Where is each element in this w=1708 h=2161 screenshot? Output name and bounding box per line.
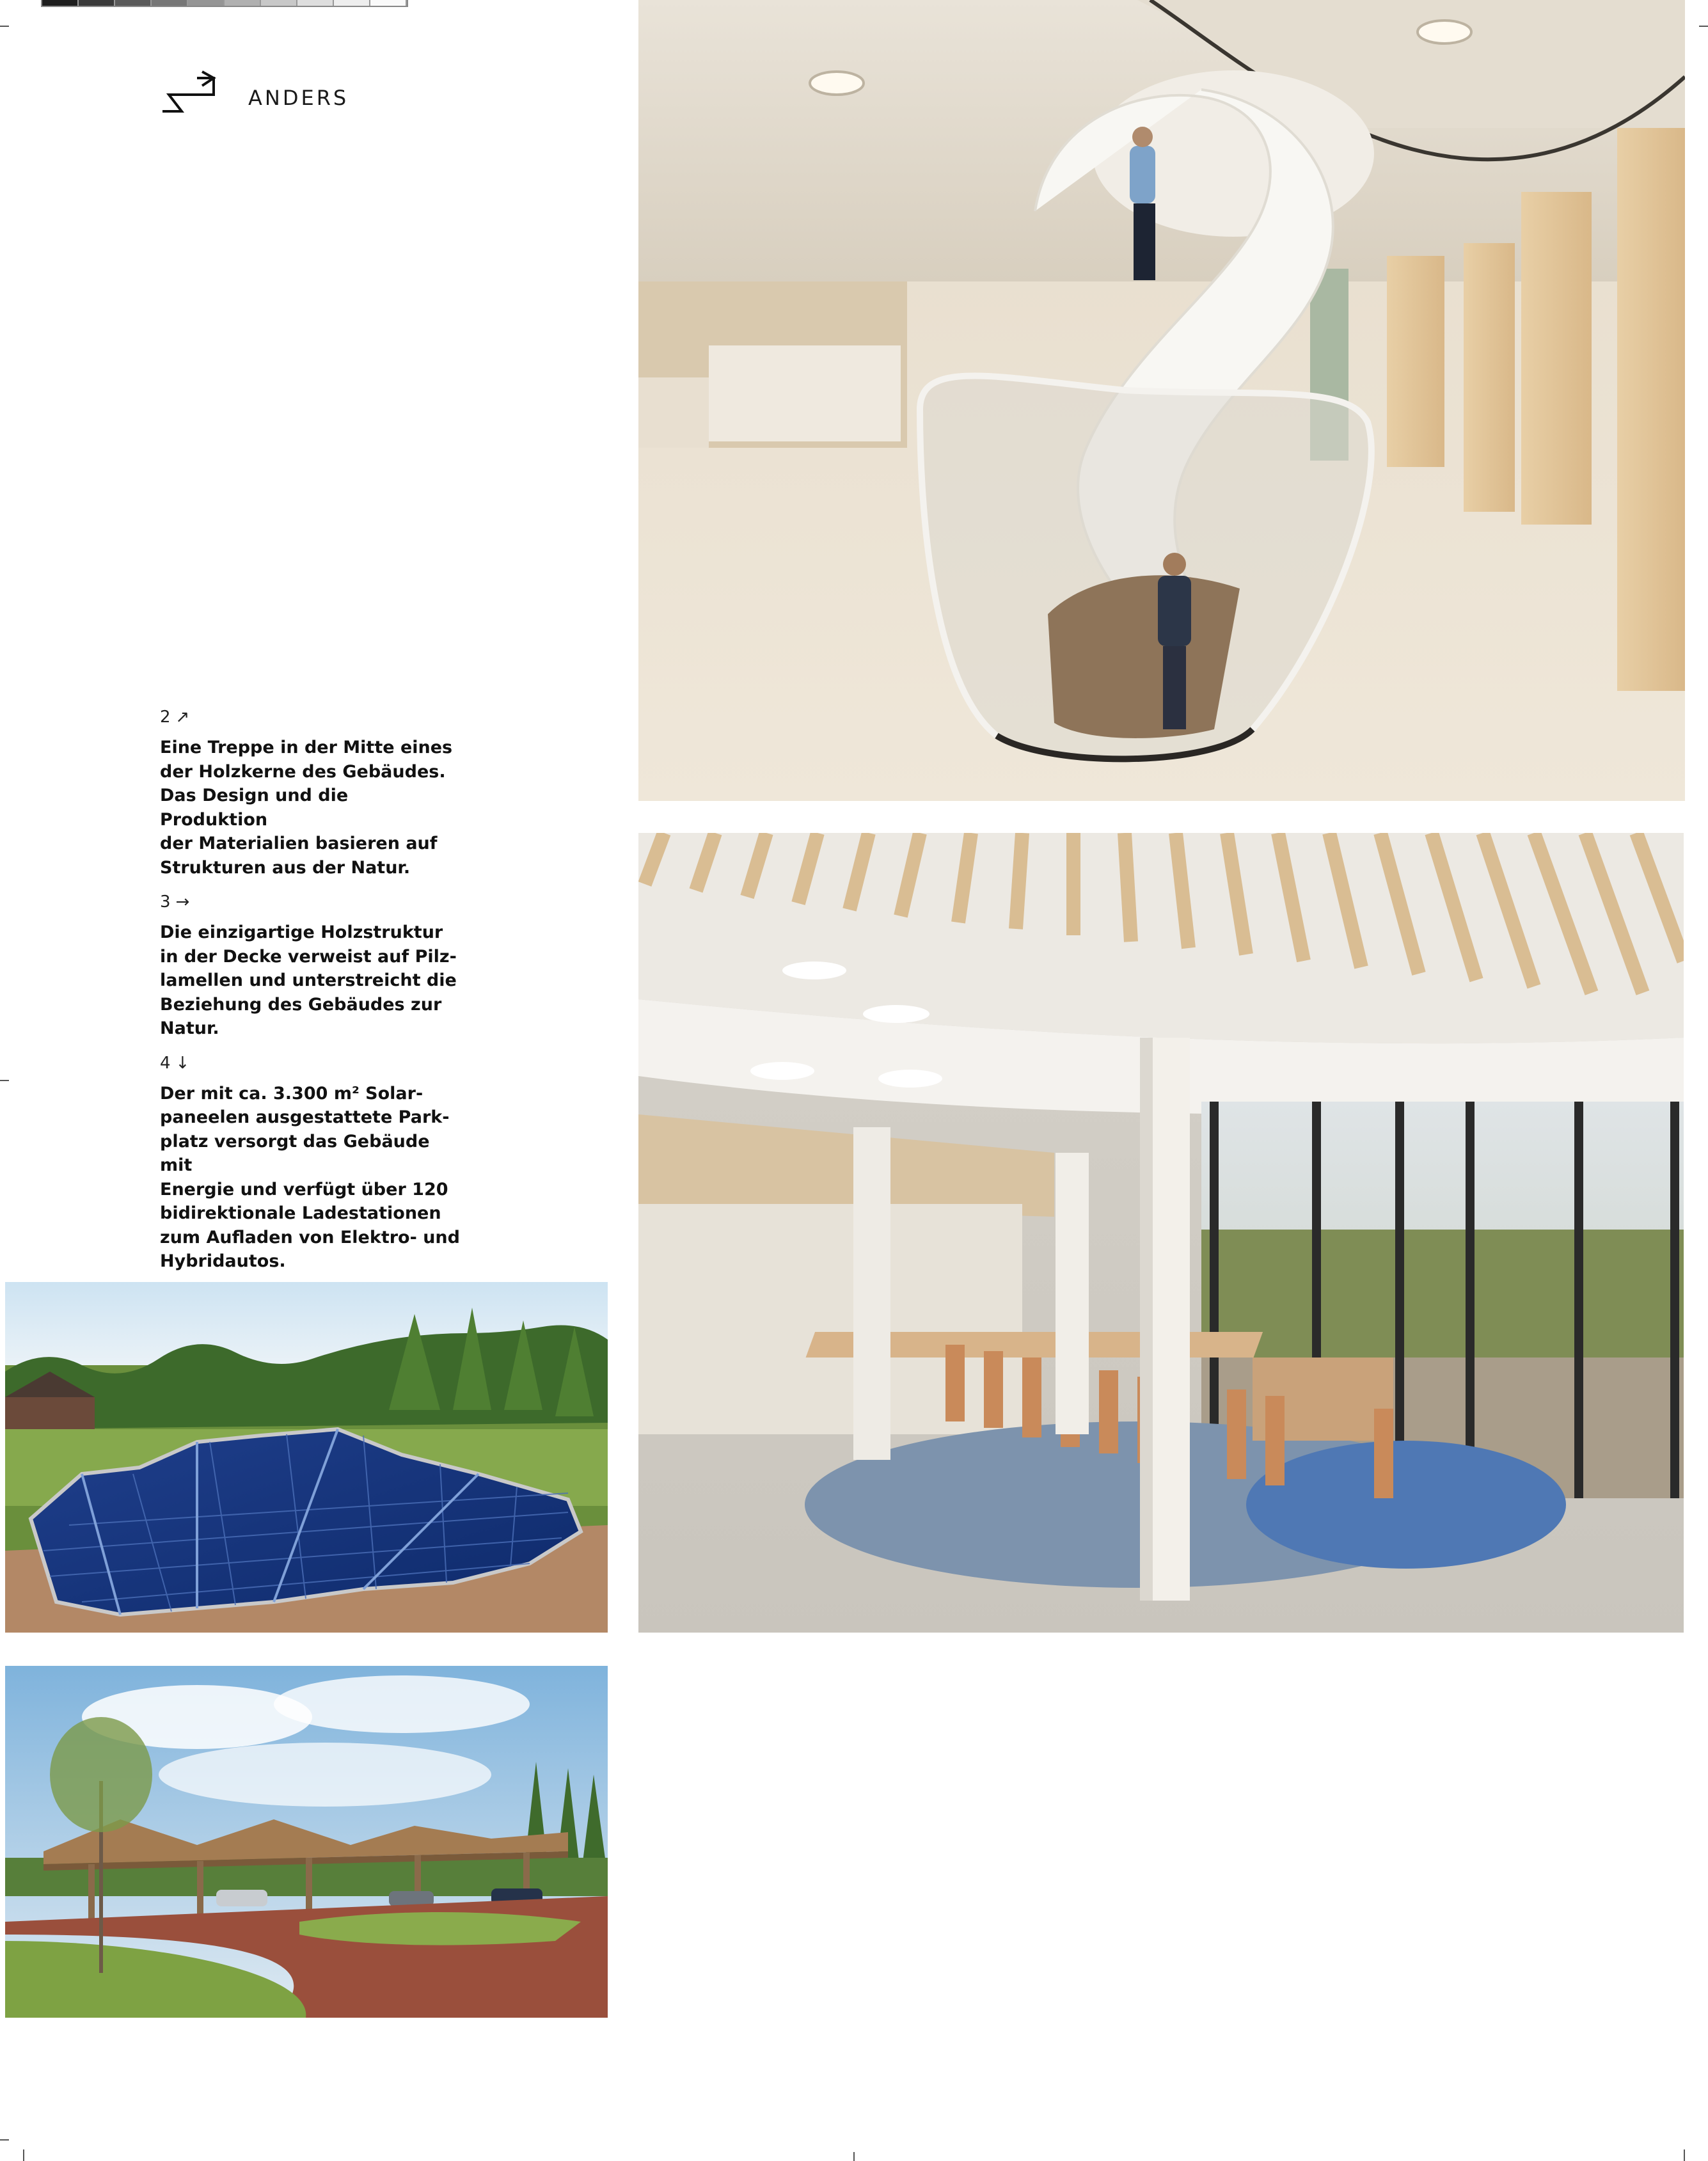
print-color-bar-left	[41, 0, 408, 7]
caption-text: Eine Treppe in der Mitte eines der Holzkerne des Gebäudes. Das Design und die Produktion der Materialien basieren auf Strukturen aus der Natur.	[160, 738, 453, 878]
caption-number-value: 2	[160, 708, 171, 727]
caption-number	[160, 1054, 461, 1073]
zigzag-arrow-icon	[160, 69, 219, 115]
section-label: ANDERS	[248, 86, 349, 110]
crop-mark	[0, 2139, 9, 2141]
caption-text: Die einzigartige Holzstruktur in der Decke verweist auf Pilz- lamellen und unterstreicht die Beziehung des Gebäudes zur Natur.	[160, 922, 457, 1038]
caption-number	[160, 708, 461, 727]
caption-number-value: 3	[160, 892, 171, 912]
arrow-up-right-icon: ↗	[175, 708, 190, 727]
caption-number	[160, 892, 461, 912]
captions	[160, 708, 461, 1286]
crop-mark	[1684, 2149, 1685, 2161]
crop-mark	[23, 2149, 24, 2161]
photo-spiral-staircase	[638, 0, 1685, 801]
crop-mark	[1699, 26, 1708, 27]
crop-mark	[0, 1080, 9, 1081]
crop-mark	[0, 26, 9, 27]
caption-number-value: 4	[160, 1053, 171, 1073]
crop-mark	[853, 2152, 855, 2161]
photo-lamella-ceiling-room	[638, 833, 1684, 1633]
arrow-down-icon: ↓	[175, 1053, 190, 1073]
caption-text: Der mit ca. 3.300 m² Solar- paneelen ausgestattete Park- platz versorgt das Gebäude mit Energie und verfügt über 120 bidirektionale Ladestationen zum Aufladen von Elektro- und Hybridautos.	[160, 1083, 460, 1271]
photo-parking-canopy-ground	[5, 1666, 608, 2018]
photo-solar-parking-aerial	[5, 1282, 608, 1633]
arrow-right-icon: →	[175, 892, 190, 912]
